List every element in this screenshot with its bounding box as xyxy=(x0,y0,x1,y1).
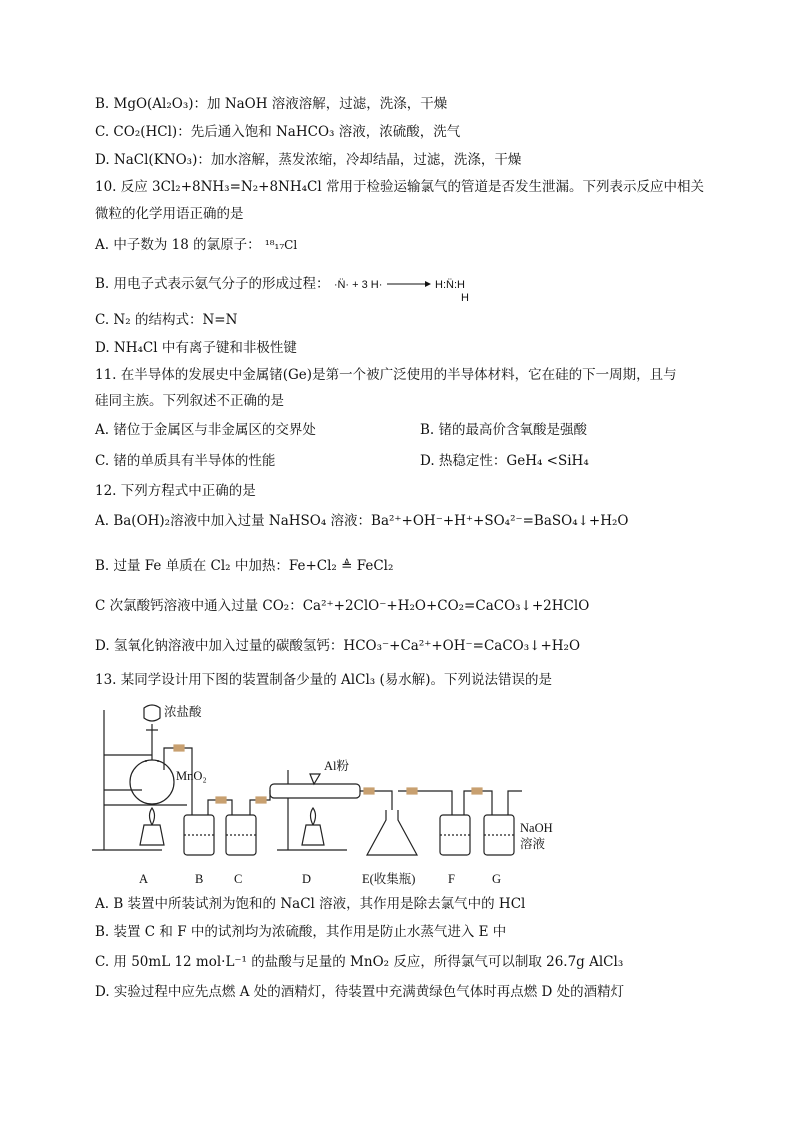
q10-option-d: D. NH₄Cl 中有离子键和非极性键 xyxy=(95,340,297,356)
q13-option-a: A. B 装置中所装试剂为饱和的 NaCl 溶液，其作用是除去氯气中的 HCl xyxy=(95,896,526,912)
q13-option-c: C. 用 50mL 12 mol·L⁻¹ 的盐酸与足量的 MnO₂ 反应，所得氯气可以制取 26.7g AlCl₃ xyxy=(95,954,624,970)
q12-option-a: A. Ba(OH)₂溶液中加入过量 NaHSO₄ 溶液：Ba²⁺+OH⁻+H⁺+SO₄²⁻=BaSO₄↓+H₂O xyxy=(95,513,629,529)
station-label-f: F xyxy=(448,872,455,886)
q10-option-a xyxy=(95,235,734,255)
q10-option-c: C. N₂ 的结构式：N=N xyxy=(95,312,238,328)
q9-option-c: C. CO₂(HCl)：先后通入饱和 NaHCO₃ 溶液，浓硫酸，洗气 xyxy=(95,124,461,140)
station-label-c: C xyxy=(234,872,243,886)
q10-option-a-text: A. 中子数为 18 的氯原子： xyxy=(95,237,261,253)
q11-stem-line1: 11. 在半导体的发展史中金属锗(Ge)是第一个被广泛使用的半导体材料，它在硅的下一周期，且与 xyxy=(95,367,677,383)
electron-formula-left: ·N̈· + 3 H· xyxy=(333,278,383,291)
label-mno2: MnO₂ xyxy=(176,769,207,783)
apparatus-diagram xyxy=(92,700,572,890)
q9-option-d: D. NaCl(KNO₃)：加水溶解，蒸发浓缩，冷却结晶，过滤，洗涤，干燥 xyxy=(95,152,522,168)
arrow-icon xyxy=(387,275,431,295)
label-naoh: NaOH xyxy=(520,821,553,835)
q11-stem-line2: 硅同主族。下列叙述不正确的是 xyxy=(95,393,284,409)
q13-option-d: D. 实验过程中应先点燃 A 处的酒精灯，待装置中充满黄绿色气体时再点燃 D 处的酒精灯 xyxy=(95,984,625,1000)
q10-option-b-text: B. 用电子式表示氨气分子的形成过程： xyxy=(95,276,330,292)
q10-option-b xyxy=(95,274,734,304)
chlorine-isotope-symbol: ¹⁸₁₇Cl xyxy=(264,238,298,252)
label-conc-hcl: 浓盐酸 xyxy=(164,705,202,719)
electron-formula-bottom-h: H xyxy=(461,292,469,304)
q13-option-b: B. 装置 C 和 F 中的试剂均为浓硫酸，其作用是防止水蒸气进入 E 中 xyxy=(95,924,507,940)
q12-stem: 12. 下列方程式中正确的是 xyxy=(95,483,256,499)
q12-option-d: D. 氢氧化钠溶液中加入过量的碳酸氢钙：HCO₃⁻+Ca²⁺+OH⁻=CaCO₃↓+H₂O xyxy=(95,638,581,654)
q10-stem-line2: 微粒的化学用语正确的是 xyxy=(95,206,244,222)
electron-formula-right: H:N̈:H xyxy=(435,278,465,291)
station-label-g: G xyxy=(492,872,502,886)
q11-option-b: B. 锗的最高价含氧酸是强酸 xyxy=(420,422,588,438)
q13-stem: 13. 某同学设计用下图的装置制备少量的 AlCl₃ (易水解)。下列说法错误的是 xyxy=(95,672,553,688)
q10-stem-line1: 10. 反应 3Cl₂+8NH₃=N₂+8NH₄Cl 常用于检验运输氯气的管道是否发生泄漏。下列表示反应中相关 xyxy=(95,179,704,195)
q9-option-b: B. MgO(Al₂O₃)：加 NaOH 溶液溶解，过滤，洗涤，干燥 xyxy=(95,96,448,112)
q12-option-b: B. 过量 Fe 单质在 Cl₂ 中加热：Fe+Cl₂ ≜ FeCl₂ xyxy=(95,558,394,574)
label-al-powder: Al粉 xyxy=(324,759,350,773)
q12-option-c: C 次氯酸钙溶液中通入过量 CO₂：Ca²⁺+2ClO⁻+H₂O+CO₂=CaCO₃↓+2HClO xyxy=(95,598,590,614)
station-label-e: E(收集瓶) xyxy=(362,872,416,886)
label-solution: 溶液 xyxy=(520,837,546,851)
station-label-a: A xyxy=(139,872,149,886)
q11-option-d: D. 热稳定性：GeH₄ <SiH₄ xyxy=(420,453,589,469)
station-label-d: D xyxy=(302,872,312,886)
station-label-b: B xyxy=(195,872,204,886)
q11-option-a: A. 锗位于金属区与非金属区的交界处 xyxy=(95,422,316,438)
q11-option-c: C. 锗的单质具有半导体的性能 xyxy=(95,453,276,469)
